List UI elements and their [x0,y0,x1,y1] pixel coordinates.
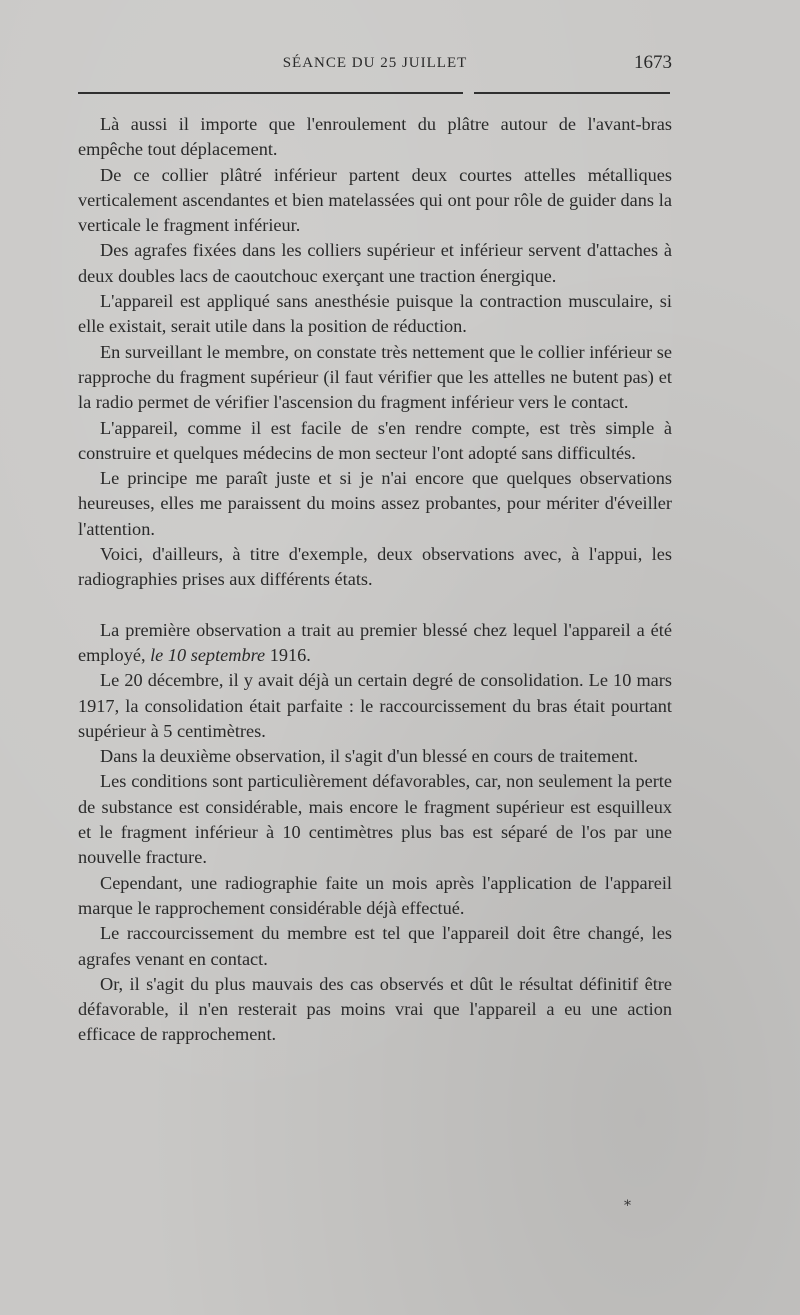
paragraph: En surveillant le membre, on constate très nettement que le collier inférieur se rapproche du fragment supérieur (il faut vérifier que les attelles ne butent pas) et la radio permet de vérifier l'ascension du fragment inférieur vers le contact. [78,341,672,413]
paragraph: Le 20 décembre, il y avait déjà un certain degré de consolidation. Le 10 mars 1917, la consolidation était parfaite : le raccourcissement du bras était pourtant supérieur à 5 centimètres. [78,670,672,741]
paragraph: Là aussi il importe que l'enroulement du plâtre autour de l'avant-bras empêche tout déplacement. [78,114,672,160]
paragraph: Le principe me paraît juste et si je n'ai encore que quelques observations heureuses, elles me paraissent du moins assez probantes, pour mériter d'éveiller l'attention. [78,468,672,539]
paragraph: Des agrafes fixées dans les colliers supérieur et inférieur servent d'attaches à deux doubles lacs de caoutchouc exerçant une traction énergique. [78,240,672,286]
first-observation-text: La première observation a trait au premier blessé chez lequel l'appareil a été employé, [78,619,672,665]
paragraph: Or, il s'agit du plus mauvais des cas observés et dût le résultat définitif être défavorable, il n'en resterait pas moins vrai que l'appareil a eu une action efficace de rapprochement. [78,973,672,1045]
first-observation-date: le 10 septembre [150,644,266,665]
header-rule-left [78,92,463,94]
paragraph: Cependant, une radiographie faite un mois après l'application de l'appareil marque le rapprochement considérable déjà effectué. [78,872,672,918]
running-title: SÉANCE DU 25 JUILLET [282,55,468,71]
footer-mark: * [624,1198,631,1214]
paragraph: Voici, d'ailleurs, à titre d'exemple, deux observations avec, à l'appui, les radiographies prises aux différents états. [78,544,672,590]
paragraph: De ce collier plâtré inférieur partent deux courtes attelles métalliques verticalement ascendantes et bien matelassées qui ont pour rôle de guider dans la verticale le fragment inférieur. [78,164,672,236]
paragraph: Les conditions sont particulièrement défavorables, car, non seulement la perte de substance est considérable, mais encore le fragment supérieur est esquilleux et le fragment inférieur à 10 centimètres plus bas est séparé de l'os par une nouvelle fracture. [78,771,672,868]
paragraph: Dans la deuxième observation, il s'agit d'un blessé en cours de traitement. [100,746,639,767]
paragraph: L'appareil, comme il est facile de s'en rendre compte, est très simple à construire et quelques médecins de mon secteur l'ont adopté sans difficultés. [78,417,672,463]
first-observation-paragraph [78,618,672,669]
header-rule-right [474,92,670,94]
body-text [78,112,672,1048]
paragraph: Le raccourcissement du membre est tel que l'appareil doit être changé, les agrafes venant en contact. [78,923,672,969]
paragraph: L'appareil est appliqué sans anesthésie puisque la contraction musculaire, si elle existait, serait utile dans la position de réduction. [78,291,672,337]
page-number: 1673 [634,52,672,73]
running-header [78,52,672,78]
first-observation-year: 1916. [265,644,311,665]
